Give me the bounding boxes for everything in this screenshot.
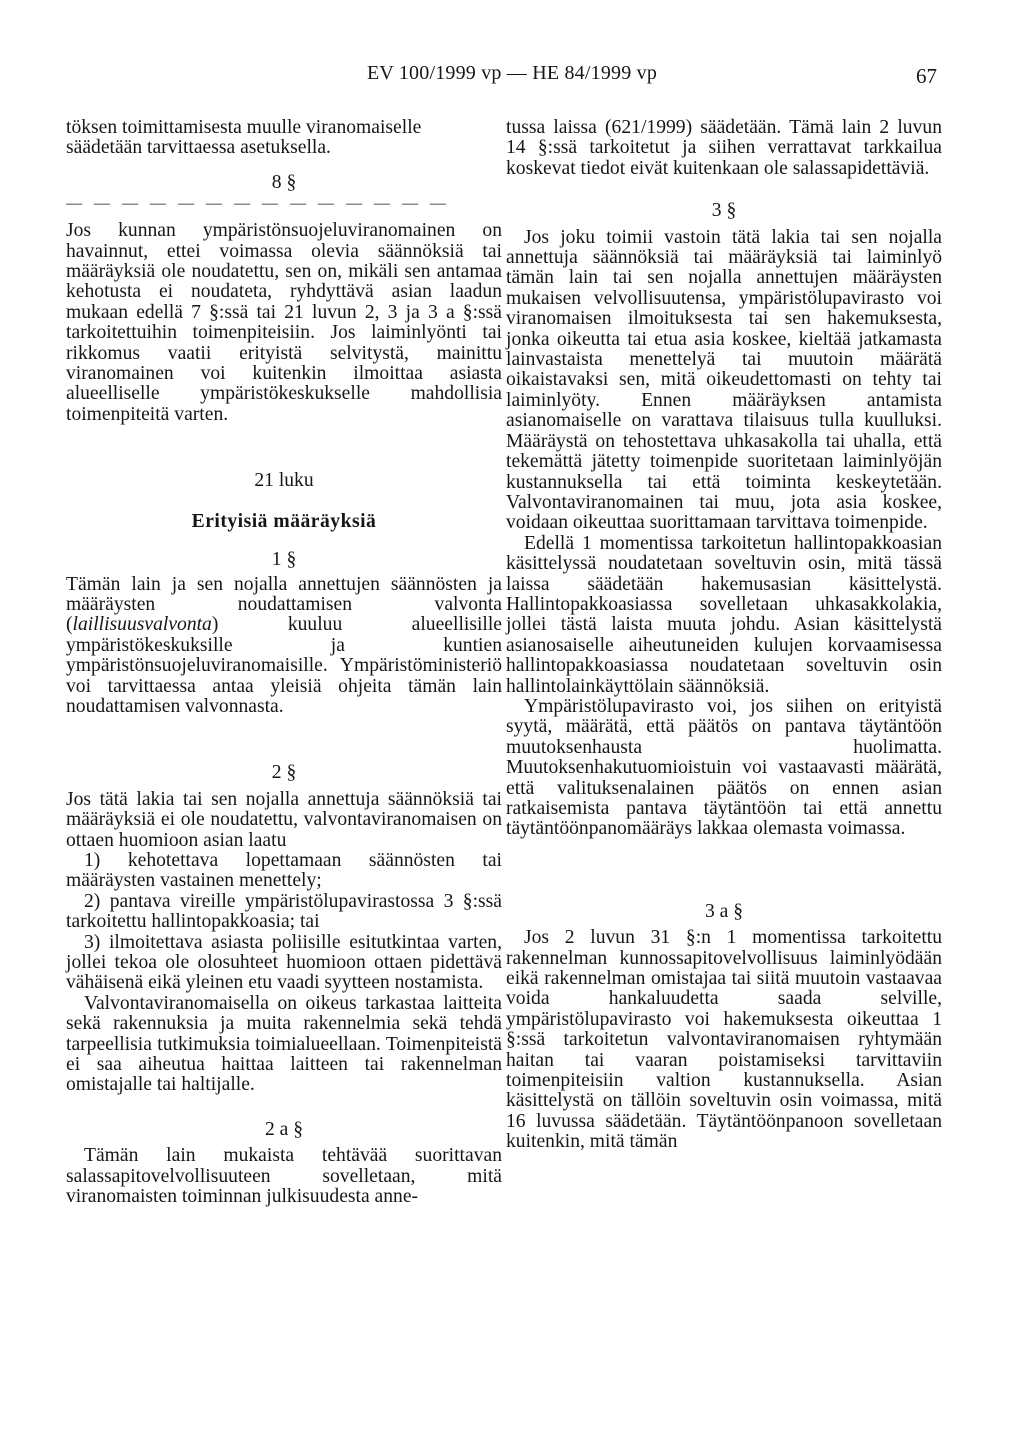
section-1-text-a: Tämän lain ja sen nojalla annettujen säännösten ja määräysten noudattamisen valvonta ( xyxy=(66,573,502,636)
section-heading-8: 8 § xyxy=(271,171,297,193)
section-heading-2: 2 § xyxy=(271,762,297,784)
section-8-text: Jos kunnan ympäristönsuojeluviranomainen on havainnut, ettei voimassa olevia säännöksiä tai määräyksiä ole noudatettu, sen on, mikäli sen antamaa kehotusta ei noudateta, ryhdyttävä asian laadun mukaan edellä 7 §:ssä tai 21 luvun 2, 3 ja 3 a §:ssä tarkoitettuihin toimenpiteisiin. Jos laiminlyönti tai rikkomus vaatii erityistä selvitystä, mainittu viranomainen voi kuitenkin ilmoittaa asiasta alueelliselle ympäristökeskukselle mahdollisia toimenpiteitä varten. xyxy=(66,220,502,425)
section-2-text: Jos tätä lakia tai sen nojalla annettuja säännöksiä tai määräyksiä ei ole noudatettu, valvontaviranomaisen on ottaen huomioon asian laatu xyxy=(66,788,502,851)
right-intro: tussa laissa (621/1999) säädetään. Tämä lain 2 luvun 14 §:ssä tarkoitetut ja siihen verrattavat tarkkailua koskevat tiedot eivät kuitenkaan ole salassapidettäviä. xyxy=(506,117,942,179)
section-heading-1: 1 § xyxy=(271,549,297,571)
section-1-text xyxy=(66,575,502,718)
intro-line-2: säädetään tarvittaessa asetuksella. xyxy=(66,137,331,159)
intro-line-1: töksen toimittamisesta muulle viranomaiselle xyxy=(66,117,422,138)
section-3-text: Jos joku toimii vastoin tätä lakia tai sen nojalla annettuja säännöksiä tai määräyksiä tai laiminlyö tämän lain tai sen nojalla annettujen määräysten mukaisen velvollisuutensa, ympäristölupavirasto voi viranomaisen ilmoituksesta tai sen hakemuksesta, jonka oikeutta tai etua asia koskee, kieltää jatkamasta lainvastaista menettelyä tai muutoin määrätä oikaistavaksi sen, mitä oikeudettomasti on tehty tai laiminlyöty. Ennen määräyksen antamista asianomaiselle on varattava tilaisuus tulla kuulluksi. Määräystä on tehostettava uhkasakolla tai uhalla, että tekemättä jätetty toimenpide suoritetaan laiminlyöjän kustannuksella tai että toiminta keskeytetään. Valvontaviranomainen tai muu, jota asia koskee, voidaan oikeuttaa suorittamaan tarvittava toimenpide. xyxy=(506,226,942,534)
chapter-title: Erityisiä määräyksiä xyxy=(191,510,377,532)
section-2-item-3: 3) ilmoitettava asiasta poliisille esitutkintaa varten, jollei tekoa ole olosuhteet huomioon ottaen pidettävä vähäisenä eikä yleinen etu vaadi syytteen nostamista. xyxy=(66,931,502,994)
section-3-text-c: Ympäristölupavirasto voi, jos siihen on erityistä syytä, määrätä, että päätös on pantava täytäntöön muutoksenhausta huolimatta. Muutoksenhakutuomioistuin voi vastaavasti määrätä, että valituksenalainen päätös on ennen asian ratkaisemista pantava täytäntöön tai että annettu täytäntöönpanomääräys lakkaa olemasta voimassa. xyxy=(506,695,942,840)
section-3-text-b: Edellä 1 momentissa tarkoitetun hallintopakkoasian käsittelyssä noudatetaan soveltuvin osin, mitä tässä laissa säädetään hakemusasian käsittelystä. Hallintopakkoasiassa sovelletaan uhkasakkolakia, jollei tästä laista muuta johdu. Asian käsittelystä asianosaiselle aiheutuneiden kulujen korvaamisessa hallintopakkoasiassa noudatetaan soveltuvin osin hallintolainkäyttölain säännöksiä. xyxy=(506,532,942,697)
section-heading-3a: 3 a § xyxy=(704,900,744,922)
section-2-text-b: Valvontaviranomaisella on oikeus tarkastaa laitteita sekä rakennuksia ja muita rakennelmia sekä tehdä tarpeellisia tutkimuksia toimialueellaan. Toimenpiteistä ei saa aiheutua haittaa laitteen tai rakennelman omistajalle tai haltijalle. xyxy=(66,992,502,1096)
header-title: EV 100/1999 vp — HE 84/1999 vp xyxy=(366,62,658,84)
right-column xyxy=(506,118,942,1153)
section-2-item-1: 1) kehotettava lopettamaan säännösten tai määräysten vastainen menettely; xyxy=(66,849,502,892)
page-number: 67 xyxy=(916,64,937,88)
left-column xyxy=(66,118,502,1207)
section-1-text-b: ) kuuluu alueellisille ympäristökeskuksille ja kuntien ympäristönsuojeluviranomaisille. Ympäristöministeriö voi tarvittaessa antaa yleisiä ohjeita tämän lain noudattamisen valvonnasta. xyxy=(66,614,502,717)
section-2-item-2: 2) pantava vireille ympäristölupavirastossa 3 §:ssä tarkoitettu hallintopakkoasia; tai xyxy=(66,890,502,933)
section-heading-2a: 2 a § xyxy=(264,1118,304,1140)
chapter-number: 21 luku xyxy=(254,470,314,492)
section-heading-3: 3 § xyxy=(711,200,737,222)
section-1-term: laillisuusvalvonta xyxy=(72,614,212,636)
page-header xyxy=(0,62,1024,92)
section-3a-text: Jos 2 luvun 31 §:n 1 momentissa tarkoitettu rakennelman kunnossapitovelvollisuus laiminlyödään eikä rakennelman omistajaa tai siitä muutoin vastaavaa voida hankaluudetta saada selville, ympäristölupavirasto voi hakemuksesta oikeuttaa 1 §:ssä tarkoitetun valvontaviranomaisen ryhtymään haitan tai vaaran poistamiseksi tarvittaviin toimenpiteisiin valtion kustannuksella. Asian käsittelystä on tällöin soveltuvin osin voimassa, mitä 16 luvussa säädetään. Täytäntöönpanoon sovelletaan kuitenkin, mitä tämän xyxy=(506,927,942,1153)
omission-dashes: — — — — — — — — — — — — — — xyxy=(66,199,450,210)
section-2a-text: Tämän lain mukaista tehtävää suorittavan salassapitovelvollisuuteen sovelletaan, mitä viranomaisten toiminnan julkisuudesta anne- xyxy=(66,1145,502,1208)
